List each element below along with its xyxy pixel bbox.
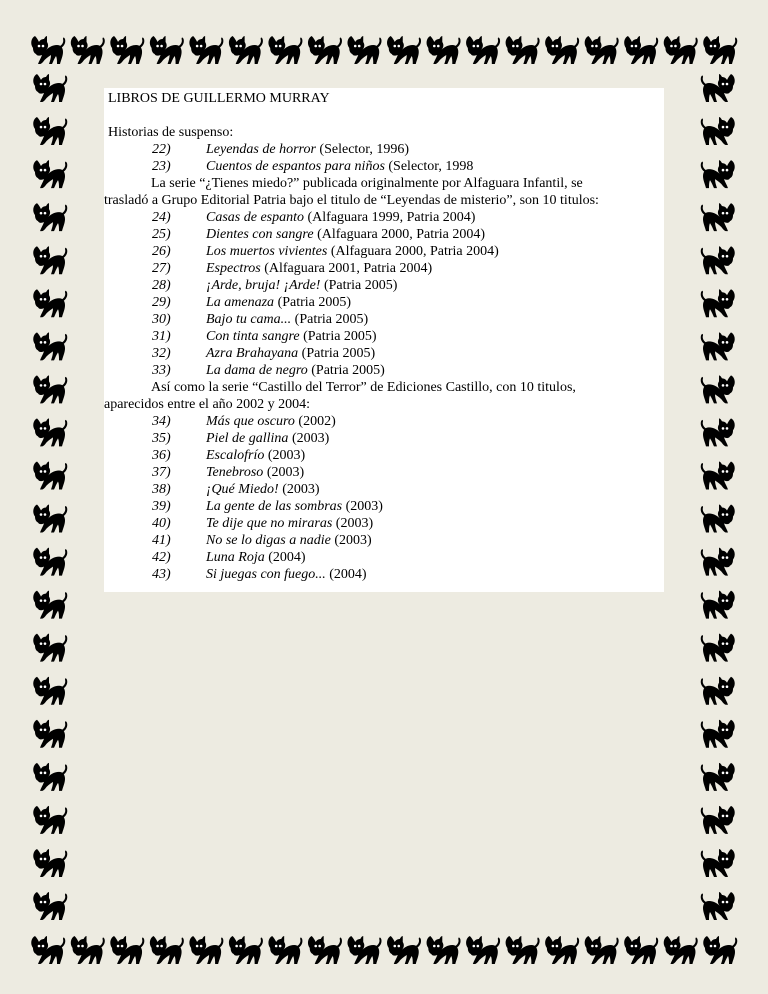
black-cat-icon <box>624 36 658 64</box>
item-publication: (2003) <box>288 431 330 446</box>
black-cat-icon <box>466 936 500 964</box>
black-cat-icon <box>701 160 735 188</box>
black-cat-icon <box>427 936 461 964</box>
black-cat-icon <box>33 332 67 360</box>
item-title: La gente de las sombras <box>206 499 343 514</box>
item-number: 24) <box>152 210 171 225</box>
item-title: Dientes con sangre <box>206 227 314 242</box>
black-cat-icon <box>229 36 263 64</box>
black-cat-icon <box>71 936 105 964</box>
item-publication: (Selector, 1996) <box>315 142 410 157</box>
black-cat-icon <box>506 936 540 964</box>
black-cat-icon <box>701 634 735 662</box>
item-publication: (Patria 2005) <box>320 278 398 293</box>
item-title: Casas de espanto <box>206 210 304 225</box>
item-title: Piel de gallina <box>206 431 289 446</box>
item-publication: (2004) <box>325 567 367 582</box>
black-cat-icon <box>268 36 302 64</box>
item-publication: (2003) <box>278 482 320 497</box>
item-title: Espectros <box>206 261 261 276</box>
item-publication: (2002) <box>294 414 336 429</box>
black-cat-icon <box>31 36 65 64</box>
item-publication: (2003) <box>330 533 372 548</box>
black-cat-icon <box>150 936 184 964</box>
item-number: 23) <box>152 159 171 174</box>
black-cat-icon <box>308 36 342 64</box>
black-cat-icon <box>701 74 735 102</box>
item-number: 43) <box>152 567 171 582</box>
black-cat-icon <box>701 461 735 489</box>
item-title: Tenebroso <box>206 465 264 480</box>
document-title: LIBROS DE GUILLERMO MURRAY <box>108 91 330 106</box>
item-title: Con tinta sangre <box>206 329 300 344</box>
item-number: 35) <box>152 431 171 446</box>
item-publication: (Patria 2005) <box>298 346 376 361</box>
black-cat-icon <box>701 117 735 145</box>
black-cat-icon <box>664 36 698 64</box>
paragraph-line: trasladó a Grupo Editorial Patria bajo el titulo de “Leyendas de misterio”, son 10 titulos: <box>104 193 599 208</box>
black-cat-icon <box>701 849 735 877</box>
black-cat-icon <box>33 418 67 446</box>
document-page <box>104 88 664 592</box>
black-cat-icon <box>585 936 619 964</box>
black-cat-icon <box>33 548 67 576</box>
item-title: La amenaza <box>206 295 275 310</box>
black-cat-icon <box>33 160 67 188</box>
item-publication: (Selector, 1998 <box>384 159 474 174</box>
item-title: Si juegas con fuego... <box>206 567 326 582</box>
item-publication: (Alfaguara 2000, Patria 2004) <box>313 227 486 242</box>
item-number: 42) <box>152 550 171 565</box>
item-number: 37) <box>152 465 171 480</box>
item-number: 34) <box>152 414 171 429</box>
black-cat-icon <box>150 36 184 64</box>
item-number: 29) <box>152 295 171 310</box>
black-cat-icon <box>33 806 67 834</box>
black-cat-icon <box>33 375 67 403</box>
black-cat-icon <box>189 936 223 964</box>
black-cat-icon <box>33 763 67 791</box>
item-title: Más que oscuro <box>206 414 295 429</box>
item-number: 36) <box>152 448 171 463</box>
item-title: Escalofrío <box>206 448 265 463</box>
item-publication: (2003) <box>263 465 305 480</box>
item-number: 26) <box>152 244 171 259</box>
item-publication: (Alfaguara 1999, Patria 2004) <box>304 210 476 225</box>
black-cat-icon <box>387 936 421 964</box>
item-number: 31) <box>152 329 171 344</box>
black-cat-icon <box>701 677 735 705</box>
item-number: 32) <box>152 346 171 361</box>
black-cat-icon <box>33 634 67 662</box>
black-cat-icon <box>31 936 65 964</box>
black-cat-icon <box>701 203 735 231</box>
black-cat-icon <box>189 36 223 64</box>
black-cat-icon <box>701 289 735 317</box>
item-title: ¡Qué Miedo! <box>206 482 279 497</box>
black-cat-icon <box>585 36 619 64</box>
item-number: 25) <box>152 227 171 242</box>
item-title: La dama de negro <box>206 363 308 378</box>
black-cat-icon <box>466 36 500 64</box>
black-cat-icon <box>33 74 67 102</box>
black-cat-icon <box>624 936 658 964</box>
black-cat-icon <box>33 892 67 920</box>
black-cat-icon <box>71 36 105 64</box>
black-cat-icon <box>33 203 67 231</box>
black-cat-icon <box>33 677 67 705</box>
black-cat-icon <box>701 763 735 791</box>
black-cat-icon <box>545 936 579 964</box>
black-cat-icon <box>703 36 737 64</box>
item-number: 27) <box>152 261 171 276</box>
black-cat-icon <box>33 591 67 619</box>
item-title: ¡Arde, bruja! ¡Arde! <box>206 278 321 293</box>
item-number: 30) <box>152 312 171 327</box>
item-title: Los muertos vivientes <box>206 244 328 259</box>
item-title: Leyendas de horror <box>206 142 316 157</box>
paragraph-line: Así como la serie “Castillo del Terror” de Ediciones Castillo, con 10 titulos, <box>151 380 576 395</box>
item-number: 40) <box>152 516 171 531</box>
section-heading: Historias de suspenso: <box>108 125 234 140</box>
item-publication: (2003) <box>332 516 374 531</box>
item-publication: (2003) <box>264 448 306 463</box>
black-cat-icon <box>33 246 67 274</box>
item-title: Luna Roja <box>206 550 265 565</box>
black-cat-icon <box>268 936 302 964</box>
black-cat-icon <box>701 806 735 834</box>
black-cat-icon <box>427 36 461 64</box>
item-number: 33) <box>152 363 171 378</box>
item-title: Azra Brahayana <box>206 346 299 361</box>
item-publication: (2003) <box>342 499 383 514</box>
black-cat-icon <box>229 936 263 964</box>
black-cat-icon <box>701 720 735 748</box>
item-publication: (2004) <box>264 550 306 565</box>
black-cat-icon <box>33 849 67 877</box>
paragraph-line: aparecidos entre el año 2002 y 2004: <box>104 397 311 412</box>
black-cat-icon <box>33 505 67 533</box>
item-number: 39) <box>152 499 171 514</box>
black-cat-icon <box>545 36 579 64</box>
item-title: No se lo digas a nadie <box>206 533 331 548</box>
item-number: 41) <box>152 533 171 548</box>
item-publication: (Patria 2005) <box>307 363 385 378</box>
black-cat-icon <box>387 36 421 64</box>
item-title: Bajo tu cama... <box>206 312 292 327</box>
black-cat-icon <box>701 505 735 533</box>
black-cat-icon <box>347 36 381 64</box>
black-cat-icon <box>701 591 735 619</box>
item-number: 28) <box>152 278 171 293</box>
black-cat-icon <box>703 936 737 964</box>
black-cat-icon <box>33 289 67 317</box>
item-title: Cuentos de espantos para niños <box>206 159 385 174</box>
item-publication: (Alfaguara 2000, Patria 2004) <box>327 244 499 259</box>
paragraph-line: La serie “¿Tienes miedo?” publicada originalmente por Alfaguara Infantil, se <box>151 176 583 191</box>
black-cat-icon <box>110 936 144 964</box>
item-publication: (Alfaguara 2001, Patria 2004) <box>260 261 433 276</box>
black-cat-icon <box>701 892 735 920</box>
black-cat-icon <box>664 936 698 964</box>
black-cat-icon <box>506 36 540 64</box>
black-cat-icon <box>701 332 735 360</box>
black-cat-icon <box>308 936 342 964</box>
black-cat-icon <box>701 418 735 446</box>
black-cat-icon <box>347 936 381 964</box>
item-number: 38) <box>152 482 171 497</box>
item-publication: (Patria 2005) <box>299 329 377 344</box>
item-title: Te dije que no miraras <box>206 516 333 531</box>
black-cat-icon <box>701 375 735 403</box>
black-cat-icon <box>33 117 67 145</box>
item-publication: (Patria 2005) <box>291 312 369 327</box>
black-cat-icon <box>701 246 735 274</box>
black-cat-icon <box>33 461 67 489</box>
item-publication: (Patria 2005) <box>274 295 352 310</box>
black-cat-icon <box>701 548 735 576</box>
item-number: 22) <box>152 142 171 157</box>
black-cat-icon <box>33 720 67 748</box>
black-cat-icon <box>110 36 144 64</box>
